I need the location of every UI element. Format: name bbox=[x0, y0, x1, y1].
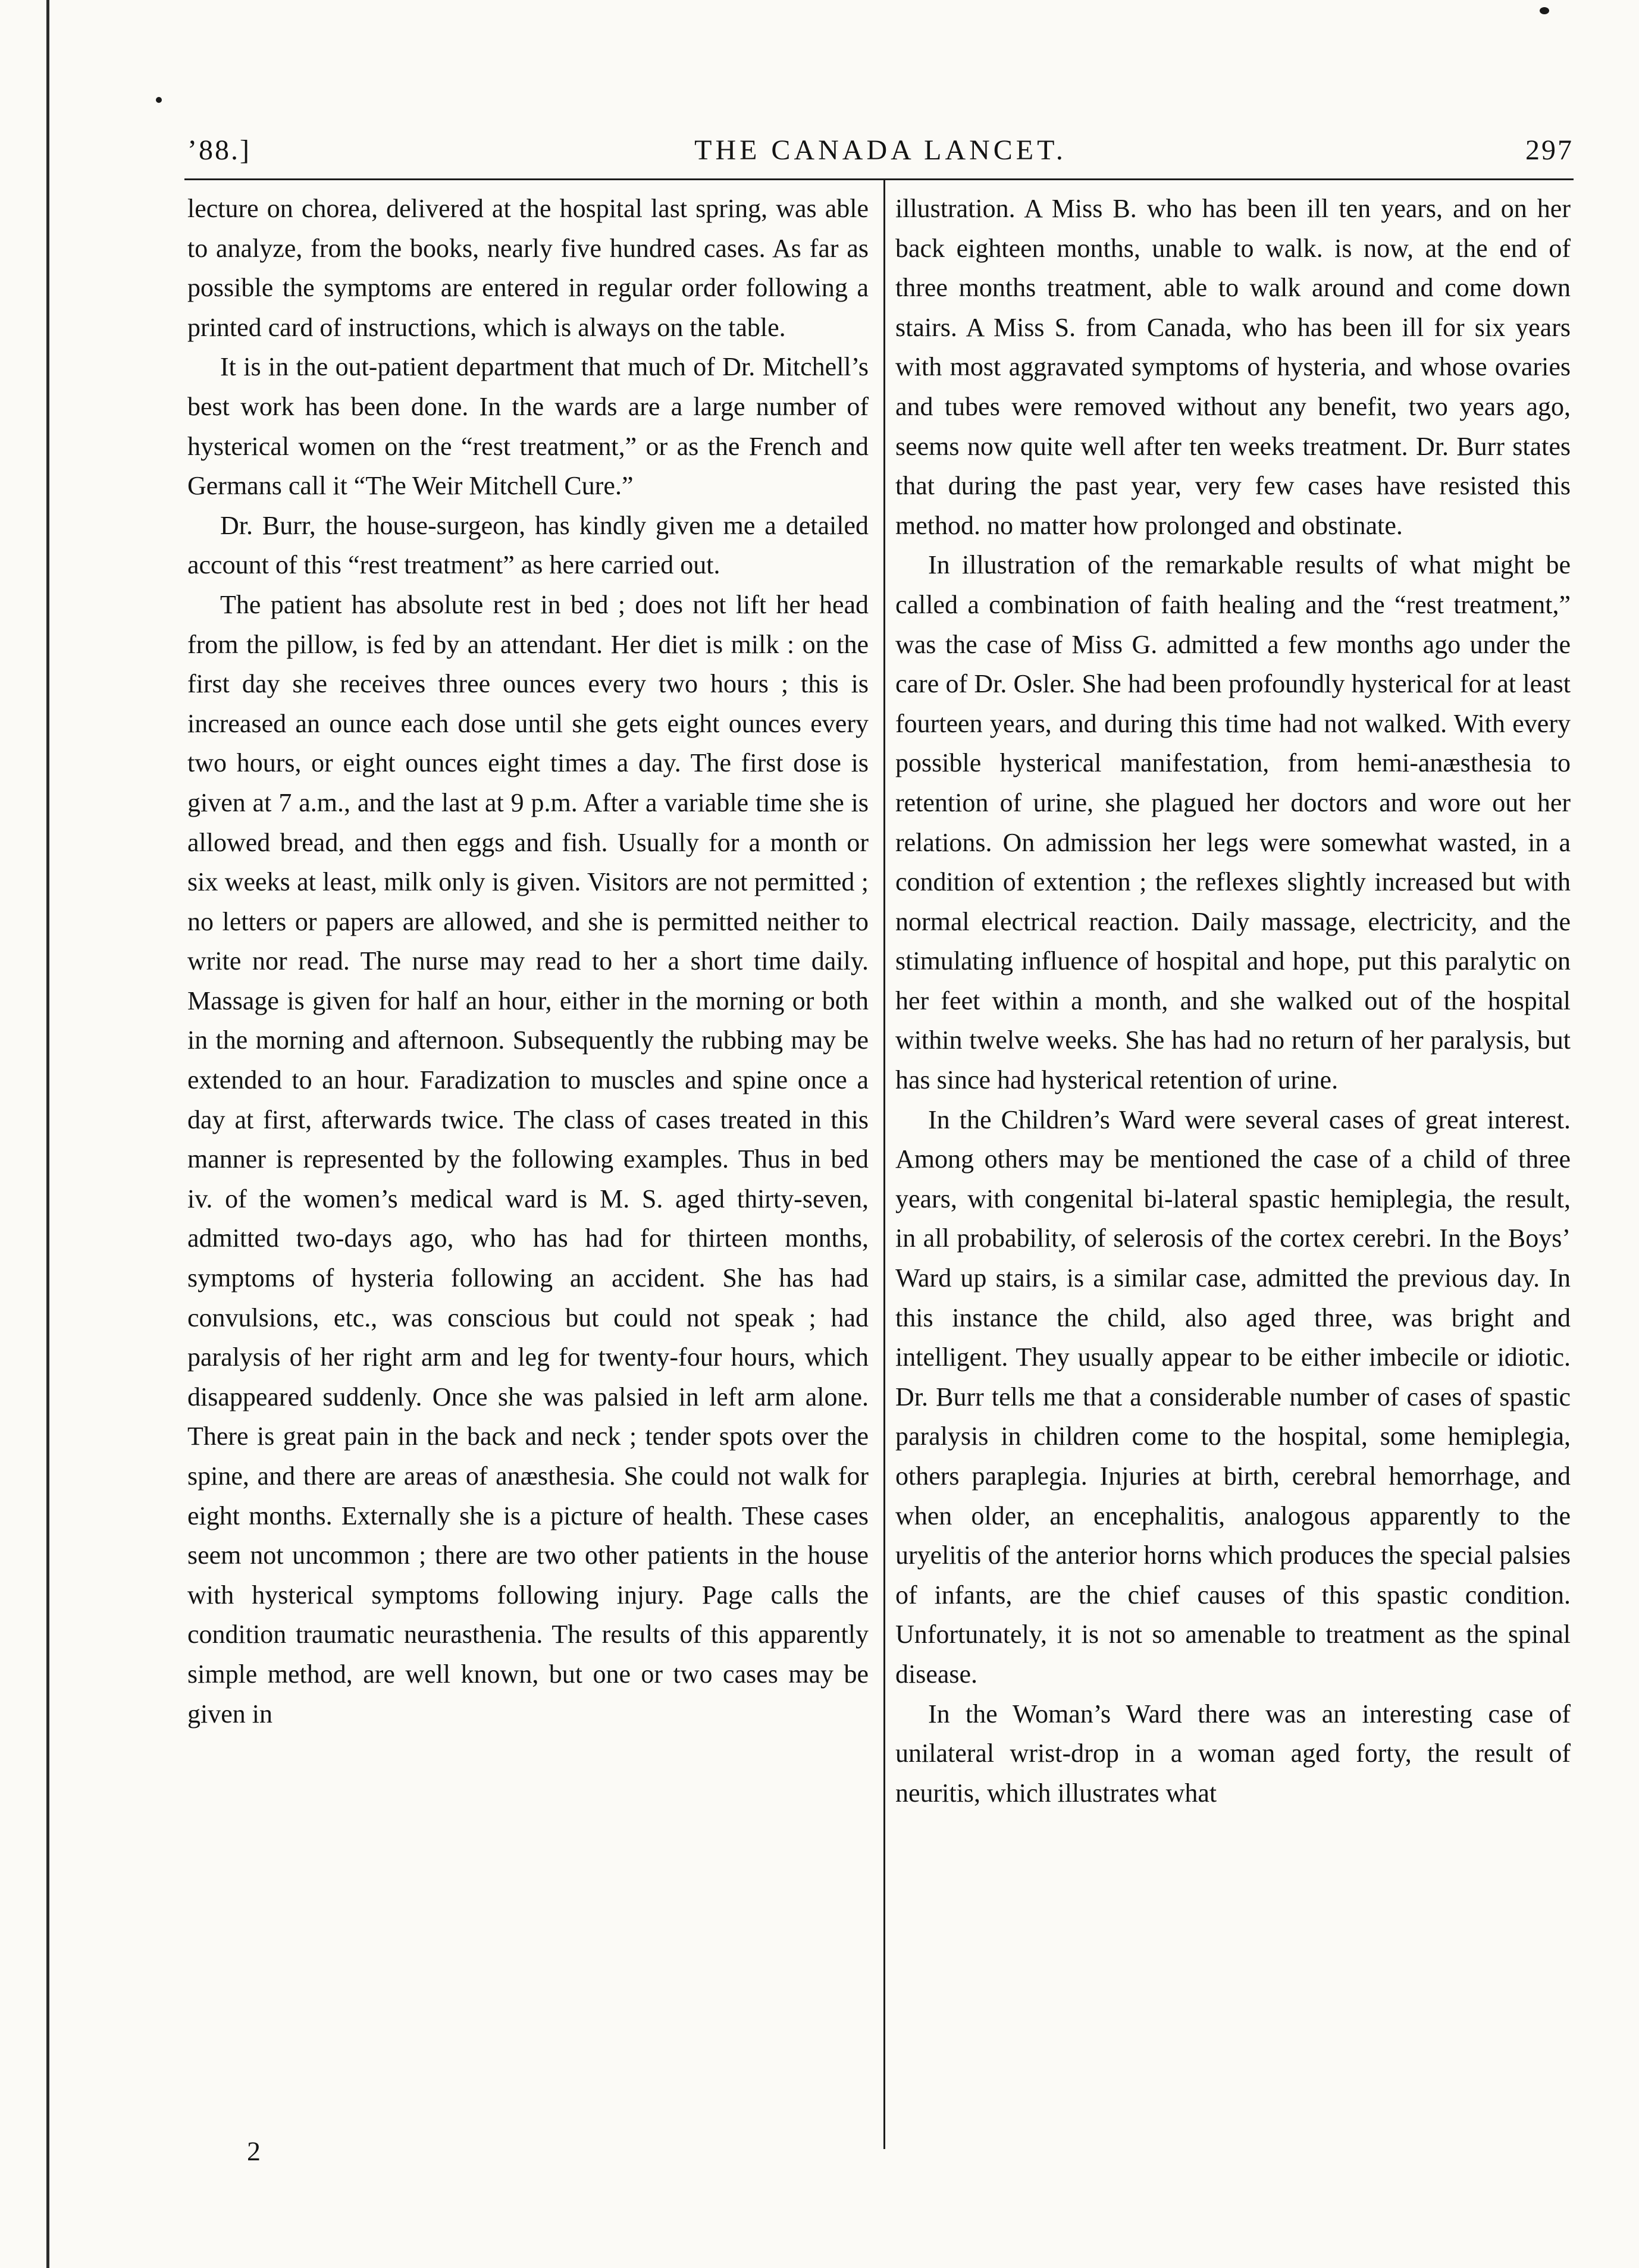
header-year: ’88.] bbox=[187, 134, 251, 166]
paragraph: It is in the out-patient department that much of Dr. Mitchell’s best work has been done. In the wards are a large number of hysterical women on the “rest treatment,” or as the French and Germans call it “The Weir Mitchell Cure.” bbox=[187, 352, 869, 501]
page-number: 297 bbox=[1525, 134, 1574, 166]
paragraph: In the Children’s Ward were several cases of great interest. Among others may be mentioned the case of a child of three years, with congenital bi-lateral spastic hemiplegia, the result, in all probability, of selerosis of the cortex cerebri. In the Boys’ Ward up stairs, is a similar case, admitted the previous day. In this instance the child, also aged three, was bright and intelligent. They usually appear to be either imbecile or idiotic. Dr. Burr tells me that a considerable number of cases of spastic paralysis in children come to the hospital, some hemiplegia, others paraplegia. Injuries at birth, cerebral hemorrhage, and when older, an encephalitis, analogous apparently to the uryelitis of the anterior horns which produces the special palsies of infants, are the chief causes of this spastic condition. Unfortunately, it is not so amenable to treatment as the spinal disease. bbox=[895, 1105, 1571, 1689]
print-speck bbox=[156, 97, 162, 103]
running-header bbox=[187, 122, 1574, 175]
page-binding-edge bbox=[46, 0, 49, 2268]
column-divider bbox=[883, 180, 885, 2149]
journal-title: THE CANADA LANCET. bbox=[694, 134, 1067, 166]
paragraph: In the Woman’s Ward there was an interesting case of unilateral wrist-drop in a woman aged forty, the result of neuritis, which illustrates what bbox=[895, 1699, 1571, 1808]
paragraph: lecture on chorea, delivered at the hospital last spring, was able to analyze, from the books, nearly five hundred cases. As far as possible the symptoms are entered in regular order following a printed card of instructions, which is always on the table. bbox=[187, 194, 869, 342]
paragraph: illustration. A Miss B. who has been ill ten years, and on her back eighteen months, unable to walk. is now, at the end of three months treatment, able to walk around and come down stairs. A Miss S. from Canada, who has been ill for six years with most aggravated symptoms of hysteria, and whose ovaries and tubes were removed without any benefit, two years ago, seems now quite well after ten weeks treatment. Dr. Burr states that during the past year, very few cases have resisted this method. no matter how prolonged and obstinate. bbox=[895, 194, 1571, 540]
header-rule bbox=[184, 178, 1574, 180]
left-column bbox=[187, 189, 869, 1734]
paragraph: The patient has absolute rest in bed ; does not lift her head from the pillow, is fed by an attendant. Her diet is milk : on the first day she receives three ounces every two hours ; this is increased an ounce each dose until she gets eight ounces every two hours, or eight ounces eight times a day. The first dose is given at 7 a.m., and the last at 9 p.m. After a variable time she is allowed bread, and then eggs and fish. Usually for a month or six weeks at least, milk only is given. Visitors are not permitted ; no letters or papers are allowed, and she is permitted neither to write nor read. The nurse may read to her a short time daily. Massage is given for half an hour, either in the morning or both in the morning and afternoon. Subsequently the rubbing may be extended to an hour. Faradization to muscles and spine once a day at first, afterwards twice. The class of cases treated in this manner is represented by the following examples. Thus in bed iv. of the women’s medical ward is M. S. aged thirty-seven, admitted two-days ago, who has had for thirteen months, symptoms of hysteria following an accident. She has had convulsions, etc., was conscious but could not speak ; had paralysis of her right arm and leg for twenty-four hours, which disappeared suddenly. Once she was palsied in left arm alone. There is great pain in the back and neck ; tender spots over the spine, and there are areas of anæsthesia. She could not walk for eight months. Externally she is a picture of health. These cases seem not uncommon ; there are two other patients in the house with hysterical symptoms following injury. Page calls the condition traumatic neurasthenia. The results of this apparently simple method, are well known, but one or two cases may be given in bbox=[187, 589, 869, 1729]
paragraph: In illustration of the remarkable results of what might be called a combination of faith healing and the “rest treatment,” was the case of Miss G. admitted a few months ago under the care of Dr. Osler. She had been profoundly hysterical for at least fourteen years, and during this time had not walked. With every possible hysterical manifestation, from hemi-anæsthesia to retention of urine, she plagued her doctors and wore out her relations. On admission her legs were somewhat wasted, in a condition of extention ; the reflexes slightly increased but with normal electrical reaction. Daily massage, electricity, and the stimulating influence of hospital and hope, put this paralytic on her feet within a month, and she walked out of the hospital within twelve weeks. She has had no return of her paralysis, but has since had hysterical retention of urine. bbox=[895, 550, 1571, 1095]
print-speck bbox=[1540, 7, 1549, 14]
signature-mark: 2 bbox=[247, 2136, 261, 2166]
paragraph: Dr. Burr, the house-surgeon, has kindly given me a detailed account of this “rest treatment” as here carried out. bbox=[187, 510, 869, 580]
right-column bbox=[895, 189, 1571, 1813]
